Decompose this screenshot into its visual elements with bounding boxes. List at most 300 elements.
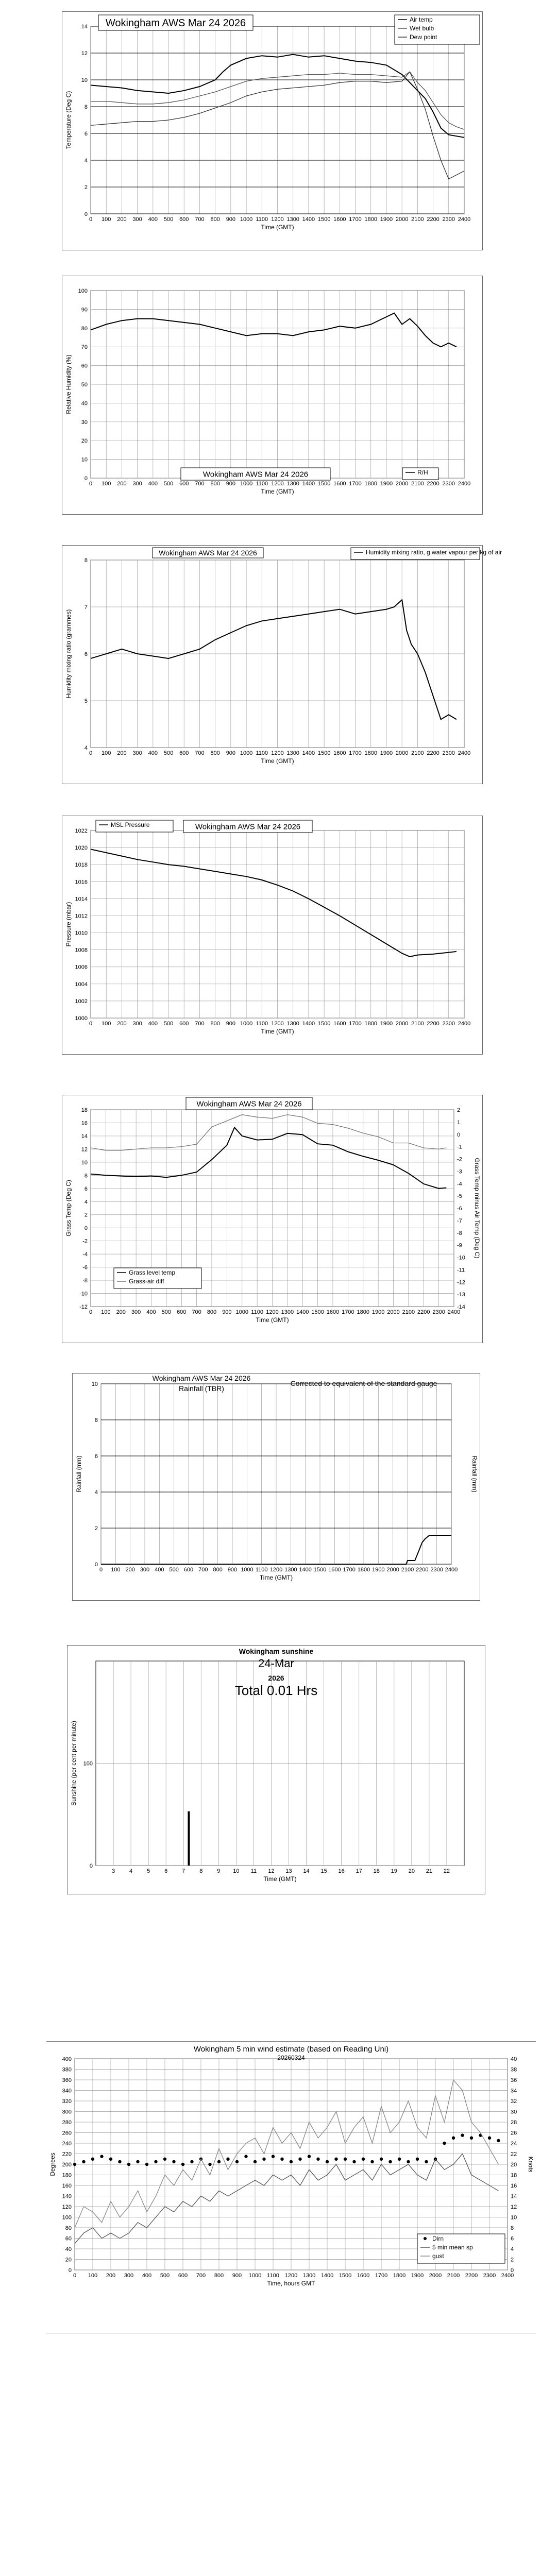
x-tick-label: 0	[73, 2273, 77, 2279]
y2-tick-label: -8	[457, 1230, 462, 1236]
y-tick-label: -2	[82, 1238, 88, 1245]
y-tick-label: 0	[84, 1225, 88, 1232]
sunshine-chart-panel	[67, 1645, 485, 1894]
x-axis-label: Time (GMT)	[261, 757, 294, 765]
x-tick-label: 2000	[395, 750, 409, 756]
y2-tick-label: 30	[511, 2109, 517, 2115]
wind-panel-top-rule	[46, 2041, 536, 2042]
x-tick-label: 100	[102, 750, 111, 756]
direction-point	[172, 2160, 175, 2163]
x-tick-label: 16	[338, 1868, 345, 1874]
chart-subtitle: 20260324	[277, 2054, 305, 2061]
x-tick-label: 0	[89, 481, 93, 487]
x-tick-label: 7	[182, 1868, 185, 1874]
direction-point	[118, 2160, 121, 2163]
y2-tick-label: -4	[457, 1181, 462, 1188]
direction-point	[136, 2160, 139, 2163]
y-tick-label: 300	[62, 2109, 72, 2115]
x-tick-label: 700	[195, 481, 205, 487]
y-tick-label: 1020	[75, 845, 88, 852]
y-tick-label: 380	[62, 2066, 72, 2073]
legend-label: Grass-air diff	[129, 1278, 164, 1285]
x-tick-label: 1000	[240, 1021, 253, 1027]
x-tick-label: 1800	[364, 481, 377, 487]
x-tick-label: 400	[148, 750, 158, 756]
x-tick-label: 1700	[375, 2273, 388, 2279]
direction-point	[470, 2137, 473, 2140]
pressure-chart	[62, 816, 482, 1054]
y-tick-label: 40	[65, 2246, 72, 2252]
y2-tick-label: -5	[457, 1193, 462, 1200]
x-tick-label: 900	[232, 2273, 242, 2279]
x-tick-label: 300	[132, 1021, 142, 1027]
x-tick-label: 800	[210, 750, 220, 756]
y-tick-label: 4	[84, 158, 88, 164]
legend-swatch	[424, 2237, 427, 2240]
x-tick-label: 17	[356, 1868, 362, 1874]
direction-point	[235, 2160, 239, 2163]
humidity-chart	[62, 276, 482, 514]
y2-tick-label: 36	[511, 2077, 517, 2083]
y-axis-label: Humidity mixing ratio (grammes)	[65, 609, 72, 699]
x-tick-label: 500	[163, 216, 174, 223]
y-tick-label: 10	[81, 456, 88, 463]
y2-tick-label: -9	[457, 1242, 462, 1249]
x-tick-label: 13	[285, 1868, 292, 1874]
y2-axis-label: Rainfall (mm)	[471, 1455, 478, 1493]
x-tick-label: 1000	[240, 750, 253, 756]
direction-point	[352, 2160, 356, 2163]
x-tick-label: 1900	[380, 481, 393, 487]
x-tick-label: 300	[132, 481, 142, 487]
y-tick-label: 16	[81, 1120, 88, 1127]
x-tick-label: 1600	[333, 216, 346, 223]
x-tick-label: 1900	[411, 2273, 424, 2279]
x-tick-label: 400	[148, 481, 158, 487]
y2-tick-label: -1	[457, 1144, 462, 1150]
wind-chart-panel	[46, 2043, 536, 2301]
y2-tick-label: 20	[511, 2162, 517, 2168]
direction-point	[181, 2163, 184, 2166]
y-tick-label: 6	[94, 1453, 98, 1460]
y-tick-label: 340	[62, 2088, 72, 2094]
direction-point	[272, 2155, 275, 2158]
legend-label: MSL Pressure	[111, 821, 150, 828]
x-tick-label: 1200	[266, 1309, 279, 1315]
x-tick-label: 1200	[271, 750, 284, 756]
x-tick-label: 800	[207, 1309, 217, 1315]
chart-title: Wokingham AWS Mar 24 2026	[195, 822, 301, 832]
chart-title: Wokingham AWS Mar 24 2026	[159, 548, 257, 557]
y-tick-label: 6	[84, 651, 88, 657]
direction-point	[145, 2163, 148, 2166]
direction-point	[262, 2158, 265, 2161]
x-tick-label: 600	[178, 2273, 188, 2279]
x-tick-label: 900	[222, 1309, 232, 1315]
y2-tick-label: 0	[457, 1131, 461, 1138]
x-tick-label: 500	[163, 1021, 174, 1027]
x-tick-label: 2200	[416, 1567, 429, 1573]
x-axis-label: Time (GMT)	[263, 1875, 297, 1883]
x-tick-label: 1900	[380, 216, 393, 223]
x-tick-label: 2400	[458, 750, 471, 756]
x-tick-label: 2400	[447, 1309, 461, 1315]
y2-tick-label: 8	[511, 2225, 514, 2231]
x-tick-label: 2000	[395, 481, 409, 487]
y-tick-label: 10	[91, 1381, 98, 1387]
direction-point	[290, 2160, 293, 2163]
x-tick-label: 2400	[445, 1567, 458, 1573]
direction-point	[244, 2155, 247, 2158]
direction-point	[388, 2160, 392, 2163]
x-tick-label: 200	[117, 481, 127, 487]
y-tick-label: -10	[79, 1291, 88, 1297]
y-tick-label: 20	[81, 438, 88, 445]
humidity-chart-panel	[62, 276, 483, 515]
x-tick-label: 1700	[343, 1567, 356, 1573]
direction-point	[398, 2158, 401, 2161]
x-tick-label: 1200	[271, 1021, 284, 1027]
x-tick-label: 1600	[328, 1567, 341, 1573]
direction-point	[253, 2160, 257, 2163]
x-tick-label: 100	[102, 216, 111, 223]
x-tick-label: 1400	[302, 216, 315, 223]
x-tick-label: 700	[195, 216, 205, 223]
x-tick-label: 700	[198, 1567, 208, 1573]
x-tick-label: 1400	[302, 1021, 315, 1027]
y-axis-label: Rainfall (mm)	[75, 1455, 82, 1493]
y-tick-label: 90	[81, 307, 88, 313]
y-axis-label: Temperature (Deg C)	[65, 91, 72, 149]
y-axis-label: Relative Humidity (%)	[65, 354, 72, 414]
y-tick-label: 1022	[75, 828, 88, 834]
direction-point	[452, 2137, 455, 2140]
y-tick-label: 240	[62, 2141, 72, 2147]
x-tick-label: 2000	[386, 1567, 399, 1573]
legend-label: Humidity mixing ratio, g water vapour per kg of air	[366, 549, 502, 556]
x-tick-label: 1700	[349, 216, 362, 223]
x-tick-label: 2100	[401, 1567, 414, 1573]
x-tick-label: 100	[88, 2273, 98, 2279]
sunshine-chart	[67, 1646, 485, 1894]
x-tick-label: 12	[268, 1868, 275, 1874]
y-tick-label: 100	[78, 288, 88, 294]
x-tick-label: 18	[373, 1868, 380, 1874]
y2-tick-label: 28	[511, 2120, 517, 2126]
direction-point	[416, 2158, 419, 2161]
legend-label: Wet bulb	[410, 25, 434, 32]
x-tick-label: 2200	[427, 216, 439, 223]
y2-tick-label: 16	[511, 2183, 517, 2189]
x-tick-label: 2300	[442, 750, 455, 756]
rainfall-chart	[73, 1374, 480, 1600]
y-tick-label: 1002	[75, 998, 88, 1005]
legend-label: R/H	[417, 469, 428, 476]
x-tick-label: 200	[117, 1021, 127, 1027]
y-tick-label: 80	[81, 325, 88, 332]
rainfall-chart-panel	[72, 1373, 480, 1601]
y2-tick-label: -11	[457, 1267, 465, 1274]
x-tick-label: 1300	[286, 750, 299, 756]
x-tick-label: 600	[177, 1309, 187, 1315]
wind-chart	[46, 2043, 536, 2301]
x-tick-label: 2400	[458, 1021, 471, 1027]
x-tick-label: 1300	[284, 1567, 297, 1573]
x-tick-label: 1400	[299, 1567, 312, 1573]
x-tick-label: 1100	[251, 1309, 263, 1315]
direction-point	[217, 2160, 221, 2163]
legend-label: Dirn	[432, 2235, 444, 2242]
x-tick-label: 1500	[311, 1309, 324, 1315]
y2-tick-label: 14	[511, 2193, 517, 2200]
chart-annotation: Corrected to equivalent of the standard gauge	[290, 1379, 437, 1387]
y2-tick-label: -3	[457, 1168, 462, 1175]
y-tick-label: 0	[84, 211, 88, 217]
legend-label: Air temp	[410, 16, 433, 23]
x-tick-label: 500	[160, 2273, 170, 2279]
x-tick-label: 900	[227, 1567, 238, 1573]
x-tick-label: 200	[117, 750, 127, 756]
x-tick-label: 1300	[281, 1309, 294, 1315]
y-axis-label: Sunshine (per cent per minute)	[70, 1721, 77, 1806]
x-tick-label: 0	[89, 1309, 93, 1315]
temperature-chart	[62, 12, 482, 250]
x-tick-label: 200	[125, 1567, 135, 1573]
x-tick-label: 300	[132, 216, 142, 223]
x-tick-label: 500	[163, 481, 174, 487]
x-tick-label: 700	[195, 750, 205, 756]
chart-title: Wokingham AWS Mar 24 2026	[105, 18, 246, 29]
x-axis-label: Time (GMT)	[256, 1316, 289, 1324]
direction-point	[208, 2163, 211, 2166]
y2-tick-label: -6	[457, 1206, 462, 1212]
x-tick-label: 1400	[296, 1309, 309, 1315]
x-tick-label: 1300	[286, 1021, 299, 1027]
y-tick-label: 6	[84, 1185, 88, 1192]
x-tick-label: 2300	[483, 2273, 496, 2279]
x-tick-label: 1900	[380, 1021, 393, 1027]
x-tick-label: 2300	[442, 481, 455, 487]
y-tick-label: 10	[81, 77, 88, 83]
x-tick-label: 15	[320, 1868, 327, 1874]
direction-point	[127, 2163, 130, 2166]
y-tick-label: -6	[82, 1264, 88, 1271]
x-tick-label: 600	[179, 750, 189, 756]
x-axis-label: Time (GMT)	[261, 1028, 294, 1035]
x-tick-label: 800	[210, 216, 220, 223]
x-tick-label: 2000	[395, 1021, 409, 1027]
x-tick-label: 1700	[349, 750, 362, 756]
x-tick-label: 800	[210, 1021, 220, 1027]
y2-tick-label: 24	[511, 2141, 517, 2147]
y-tick-label: 1004	[75, 981, 88, 988]
x-tick-label: 14	[303, 1868, 310, 1874]
y-tick-label: 180	[62, 2172, 72, 2179]
y-tick-label: 320	[62, 2098, 72, 2105]
mixing-ratio-chart-panel	[62, 545, 502, 784]
y-tick-label: 140	[62, 2193, 72, 2200]
x-tick-label: 1700	[349, 1021, 362, 1027]
x-tick-label: 2100	[411, 750, 424, 756]
y-tick-label: -8	[82, 1278, 88, 1284]
x-tick-label: 700	[196, 2273, 206, 2279]
y2-tick-label: 4	[511, 2246, 514, 2252]
x-tick-label: 600	[179, 481, 189, 487]
y-tick-label: 220	[62, 2151, 72, 2158]
x-tick-label: 200	[117, 216, 127, 223]
y-tick-label: 40	[81, 400, 88, 407]
x-tick-label: 10	[233, 1868, 240, 1874]
x-tick-label: 1800	[357, 1309, 369, 1315]
x-tick-label: 2300	[442, 1021, 455, 1027]
y-tick-label: 1010	[75, 930, 88, 937]
x-tick-label: 21	[426, 1868, 433, 1874]
x-tick-label: 6	[164, 1868, 168, 1874]
direction-point	[326, 2160, 329, 2163]
y2-tick-label: 2	[457, 1107, 461, 1113]
y-tick-label: 50	[81, 382, 88, 388]
x-tick-label: 500	[169, 1567, 179, 1573]
y-tick-label: 1016	[75, 879, 88, 886]
x-tick-label: 2200	[417, 1309, 430, 1315]
x-tick-label: 1600	[333, 481, 346, 487]
x-tick-label: 1100	[267, 2273, 279, 2279]
direction-point	[407, 2160, 410, 2163]
x-tick-label: 1500	[317, 1021, 331, 1027]
y2-tick-label: 22	[511, 2151, 517, 2158]
y-tick-label: 80	[65, 2225, 72, 2231]
x-tick-label: 600	[179, 216, 189, 223]
y-axis-label: Degrees	[49, 2153, 56, 2176]
x-tick-label: 2300	[432, 1309, 445, 1315]
direction-point	[226, 2158, 229, 2161]
sunshine-bar	[188, 1811, 190, 1866]
x-tick-label: 900	[226, 481, 236, 487]
direction-point	[344, 2158, 347, 2161]
x-tick-label: 2400	[458, 481, 471, 487]
y-tick-label: 60	[81, 363, 88, 369]
date-label: 24-Mar	[258, 1657, 294, 1670]
y2-tick-label: 18	[511, 2172, 517, 2179]
x-tick-label: 700	[192, 1309, 201, 1315]
x-tick-label: 0	[89, 750, 93, 756]
x-tick-label: 1100	[255, 1567, 268, 1573]
x-tick-label: 1500	[313, 1567, 327, 1573]
x-tick-label: 1500	[339, 2273, 352, 2279]
x-tick-label: 100	[102, 481, 111, 487]
x-tick-label: 2200	[465, 2273, 478, 2279]
y-tick-label: 8	[94, 1417, 98, 1423]
y-tick-label: 5	[84, 698, 88, 704]
x-tick-label: 800	[214, 2273, 224, 2279]
x-axis-label: Time (GMT)	[261, 488, 294, 495]
y2-tick-label: -10	[457, 1255, 465, 1261]
x-tick-label: 2100	[411, 1021, 424, 1027]
y2-tick-label: 12	[511, 2204, 517, 2210]
y-tick-label: 1008	[75, 947, 88, 954]
y2-axis-label: Grass Temp minus Air Temp (Deg C)	[474, 1158, 481, 1259]
y-tick-label: 6	[84, 131, 88, 137]
x-tick-label: 300	[140, 1567, 150, 1573]
x-tick-label: 2200	[427, 750, 439, 756]
x-tick-label: 1800	[364, 216, 377, 223]
y-tick-label: 0	[84, 476, 88, 482]
x-tick-label: 400	[148, 1021, 158, 1027]
y-tick-label: 8	[84, 1173, 88, 1179]
x-tick-label: 11	[250, 1868, 257, 1874]
x-tick-label: 1900	[371, 1309, 385, 1315]
x-axis-label: Time, hours GMT	[267, 2280, 315, 2287]
y-tick-label: 120	[62, 2204, 72, 2210]
x-tick-label: 1300	[302, 2273, 316, 2279]
x-tick-label: 1200	[271, 216, 284, 223]
x-tick-label: 2300	[430, 1567, 443, 1573]
y-tick-label: 100	[83, 1760, 93, 1767]
mixing-ratio-chart	[62, 546, 502, 784]
legend-label: Dew point	[410, 33, 437, 41]
y-tick-label: -12	[79, 1304, 88, 1310]
y-tick-label: 1012	[75, 913, 88, 920]
x-tick-label: 2400	[501, 2273, 514, 2279]
grass-temp-chart-panel	[62, 1095, 483, 1343]
direction-point	[461, 2133, 464, 2137]
y-tick-label: 2	[94, 1526, 98, 1532]
direction-point	[154, 2160, 157, 2163]
chart-title: Wokingham AWS Mar 24 2026	[196, 1099, 302, 1109]
y2-tick-label: 32	[511, 2098, 517, 2105]
y-tick-label: 2	[84, 184, 88, 191]
y-tick-label: 360	[62, 2077, 72, 2083]
x-tick-label: 900	[226, 750, 236, 756]
x-tick-label: 3	[111, 1868, 115, 1874]
y-tick-label: 14	[81, 24, 88, 30]
x-tick-label: 400	[148, 216, 158, 223]
direction-point	[362, 2158, 365, 2161]
y-tick-label: 260	[62, 2130, 72, 2137]
x-tick-label: 400	[146, 1309, 156, 1315]
x-axis-label: Time (GMT)	[259, 1574, 293, 1581]
y-tick-label: 60	[65, 2235, 72, 2242]
x-tick-label: 1200	[271, 481, 284, 487]
y-tick-label: 20	[65, 2257, 72, 2263]
x-tick-label: 1200	[284, 2273, 298, 2279]
x-tick-label: 600	[183, 1567, 194, 1573]
y-tick-label: 100	[62, 2214, 72, 2221]
y-tick-label: -4	[82, 1251, 88, 1258]
y-tick-label: 1018	[75, 862, 88, 869]
direction-point	[334, 2158, 337, 2161]
x-tick-label: 1200	[269, 1567, 283, 1573]
x-tick-label: 1000	[240, 481, 253, 487]
y2-tick-label: 38	[511, 2066, 517, 2073]
y-tick-label: 8	[84, 104, 88, 110]
x-tick-label: 100	[102, 1021, 111, 1027]
y2-tick-label: 1	[457, 1119, 461, 1126]
x-tick-label: 300	[124, 2273, 134, 2279]
y-tick-label: 2	[84, 1212, 88, 1218]
y2-tick-label: 34	[511, 2088, 517, 2094]
y-tick-label: 0	[68, 2267, 72, 2274]
direction-point	[190, 2160, 193, 2163]
y-tick-label: 160	[62, 2183, 72, 2189]
direction-point	[370, 2160, 374, 2163]
x-tick-label: 1800	[357, 1567, 370, 1573]
x-tick-label: 2000	[395, 216, 409, 223]
x-tick-label: 1600	[333, 1021, 346, 1027]
x-tick-label: 900	[226, 216, 236, 223]
x-tick-label: 2000	[387, 1309, 400, 1315]
temperature-chart-panel	[62, 11, 483, 250]
